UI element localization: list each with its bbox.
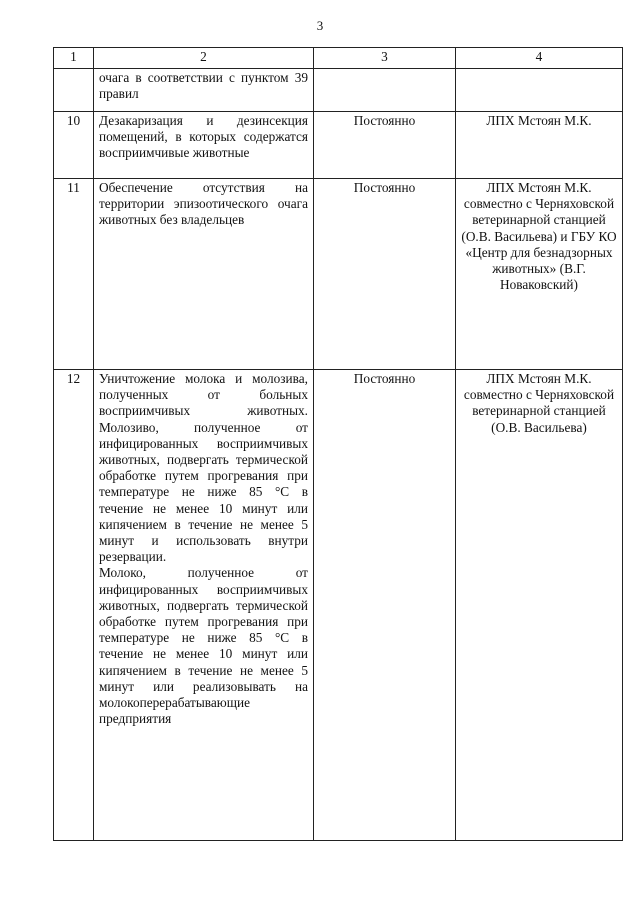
measure-term: Постоянно: [314, 112, 456, 179]
measure-term: Постоянно: [314, 370, 456, 841]
table-row: [54, 370, 623, 841]
table-header-row: [54, 48, 623, 69]
measure-paragraph: очага в соответствии с пунктом 39 правил: [99, 70, 308, 102]
measure-paragraph: Обеспечение отсутствия на территории эпизоотического очага животных без владельцев: [99, 180, 308, 228]
header-cell-1: 1: [54, 48, 94, 69]
measure-paragraph: Дезакаризация и дезинсекция помещений, в которых содержатся восприимчивые животные: [99, 113, 308, 161]
page-number: 3: [316, 18, 324, 33]
measure-description: [94, 112, 314, 179]
measure-responsible: ЛПХ Мстоян М.К. совместно с Черняховской ветеринарной станцией (О.В. Васильева): [456, 370, 623, 841]
measure-paragraph: Уничтожение молока и молозива, полученных от больных восприимчивых животных. Молозиво, полученное от инфицированных восприимчивых животных, подвергать термической обработке путем прогревания при температуре не ниже 85 °С в течение не менее 10 минут или кипячением в течение не менее 5 минут и использовать внутри резервации.: [99, 371, 308, 565]
measure-description: [94, 179, 314, 370]
header-cell-4: 4: [456, 48, 623, 69]
row-number: 10: [54, 112, 94, 179]
measure-term: Постоянно: [314, 179, 456, 370]
row-number: 11: [54, 179, 94, 370]
measure-paragraph: Молоко, полученное от инфицированных восприимчивых животных, подвергать термической обработке путем прогревания при температуре не ниже 85 °С в течение не менее 10 минут или кипячением в течение не менее 5 минут или реализовывать на молокоперерабатывающие предприятия: [99, 565, 308, 727]
measure-description: [94, 69, 314, 112]
measure-responsible: ЛПХ Мстоян М.К.: [456, 112, 623, 179]
table-row: [54, 112, 623, 179]
measure-term: [314, 69, 456, 112]
measure-description: [94, 370, 314, 841]
measure-responsible: ЛПХ Мстоян М.К. совместно с Черняховской ветеринарной станцией (О.В. Васильева) и ГБУ КО «Центр для безнадзорных животных» (В.Г. Новаковский): [456, 179, 623, 370]
table-row: [54, 179, 623, 370]
header-cell-3: 3: [314, 48, 456, 69]
row-number: [54, 69, 94, 112]
row-number: 12: [54, 370, 94, 841]
header-cell-2: 2: [94, 48, 314, 69]
measure-responsible: [456, 69, 623, 112]
measures-table: [53, 47, 623, 841]
table-row: [54, 69, 623, 112]
